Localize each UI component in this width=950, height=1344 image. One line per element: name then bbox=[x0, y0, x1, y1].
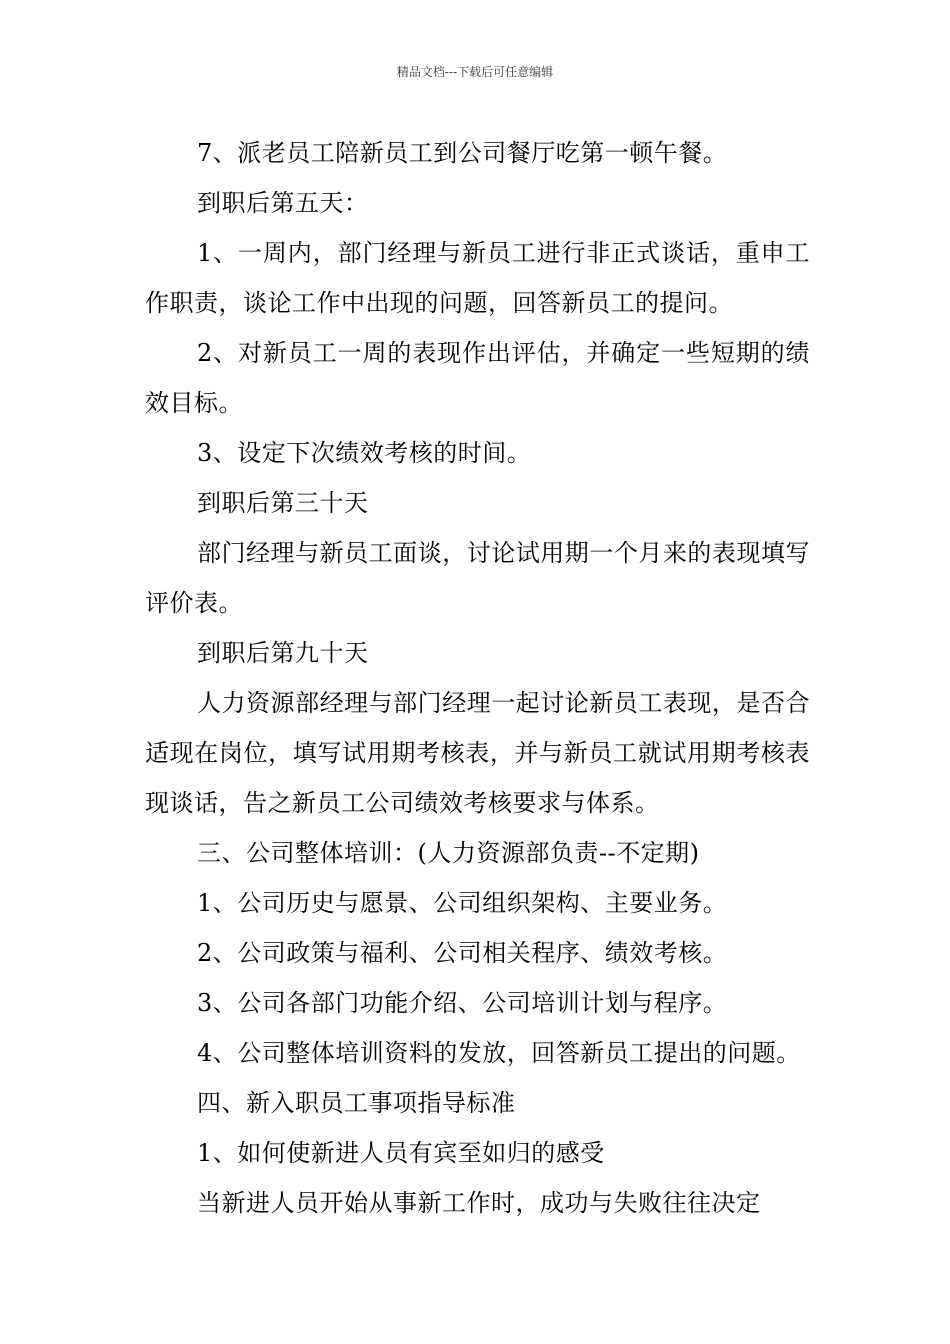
list-item-materials: 4、公司整体培训资料的发放，回答新员工提出的问题。 bbox=[197, 1039, 801, 1067]
paragraph-week-evaluation: 2、对新员工一周的表现作出评估，并确定一些短期的绩效目标。 bbox=[145, 339, 810, 417]
paragraph-week-talk: 1、一周内，部门经理与新员工进行非正式谈话，重申工作职责，谈论工作中出现的问题，回答新员工的提问。 bbox=[145, 239, 810, 317]
paragraph-lunch: 7、派老员工陪新员工到公司餐厅吃第一顿午餐。 bbox=[197, 139, 728, 167]
paragraph-month-review: 部门经理与新员工面谈，讨论试用期一个月来的表现填写评价表。 bbox=[145, 539, 810, 617]
heading-day-thirty: 到职后第三十天 bbox=[197, 489, 369, 517]
paragraph-next-review: 3、设定下次绩效考核的时间。 bbox=[197, 439, 532, 467]
paragraph-success-failure: 当新进人员开始从事新工作时，成功与失败往往决定 bbox=[197, 1189, 761, 1217]
list-item-history: 1、公司历史与愿景、公司组织架构、主要业务。 bbox=[197, 889, 728, 917]
section-heading-company-training: 三、公司整体培训：(人力资源部负责--不定期) bbox=[197, 839, 700, 867]
heading-day-five: 到职后第五天： bbox=[197, 189, 369, 217]
page-header: 精品文档---下载后可任意编辑 bbox=[396, 65, 554, 79]
heading-day-ninety: 到职后第九十天 bbox=[197, 639, 369, 667]
list-item-departments: 3、公司各部门功能介绍、公司培训计划与程序。 bbox=[197, 989, 728, 1017]
paragraph-probation-review: 人力资源部经理与部门经理一起讨论新员工表现，是否合适现在岗位，填写试用期考核表，并与新员工就试用期考核表现谈话，告之新员工公司绩效考核要求与体系。 bbox=[145, 689, 810, 817]
list-item-policy: 2、公司政策与福利、公司相关程序、绩效考核。 bbox=[197, 939, 728, 967]
subheading-welcome: 1、如何使新进人员有宾至如归的感受 bbox=[197, 1139, 605, 1167]
document-body bbox=[145, 128, 810, 1228]
section-heading-guidance: 四、新入职员工事项指导标准 bbox=[197, 1089, 516, 1117]
